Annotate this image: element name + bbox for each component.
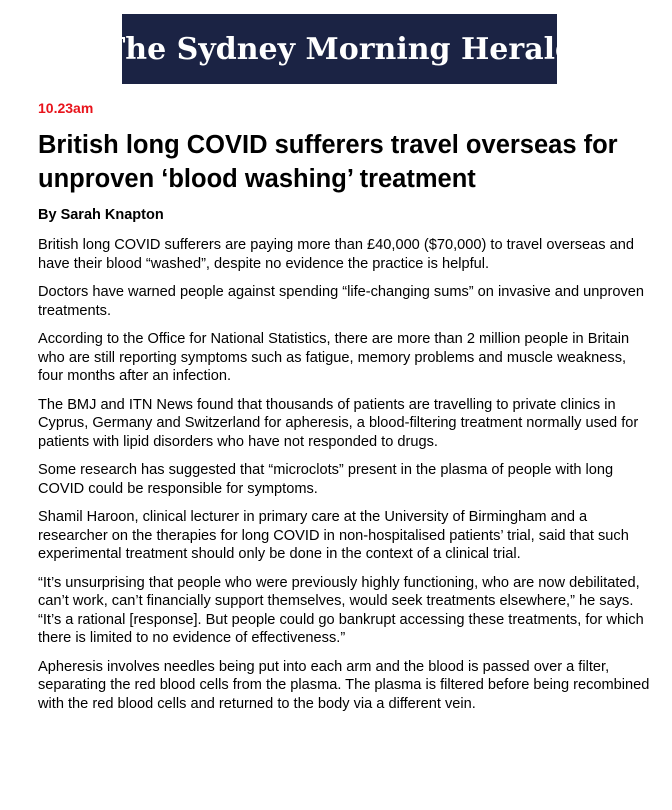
article-paragraph: British long COVID sufferers are paying more than £40,000 ($70,000) to travel overseas and have their blood “washed”, despite no evidence the practice is helpful. [38,237,634,272]
article-paragraph: Doctors have warned people against spending “life-changing sums” on invasive and unproven treatments. [38,284,645,319]
article-headline: British long COVID sufferers travel overseas for unproven ‘blood washing’ treatment [38,131,618,193]
article-body [38,236,652,723]
masthead-title: The Sydney Morning Herald [102,31,577,67]
article-paragraph: Shamil Haroon, clinical lecturer in primary care at the University of Birmingham and a researcher on the therapies for long COVID in non-hospitalised patients’ trial, said that such experimental treatment should only be done in the context of a clinical trial. [38,509,629,562]
masthead-logo [102,14,577,84]
article-paragraph: According to the Office for National Statistics, there are more than 2 million people in Britain who are still reporting symptoms such as fatigue, memory problems and muscle weakness, four months after an infection. [38,331,630,384]
publish-time: 10.23am [38,100,94,116]
article-paragraph: Apheresis involves needles being put into each arm and the blood is passed over a filter, separating the red blood cells from the plasma. The plasma is filtered before being recombined with the red blood cells and returned to the body via a different vein. [38,658,650,712]
article-paragraph: The BMJ and ITN News found that thousands of patients are travelling to private clinics in Cyprus, Germany and Switzerland for apheresis, a blood-filtering treatment normally used for patients with lipid disorders who have not responded to drugs. [38,396,639,450]
article-byline: By Sarah Knapton [38,207,164,223]
article-paragraph: “It’s unsurprising that people who were previously highly functioning, who are now debilitated, can’t work, can’t financially support themselves, would seek treatments elsewhere,” he says. “It’s a rational [response]. But people could go bankrupt accessing these treatments, for which there is limited to no evidence of effectiveness.” [38,574,644,646]
article-paragraph: Some research has suggested that “microclots” present in the plasma of people with long COVID could be responsible for symptoms. [38,462,614,497]
